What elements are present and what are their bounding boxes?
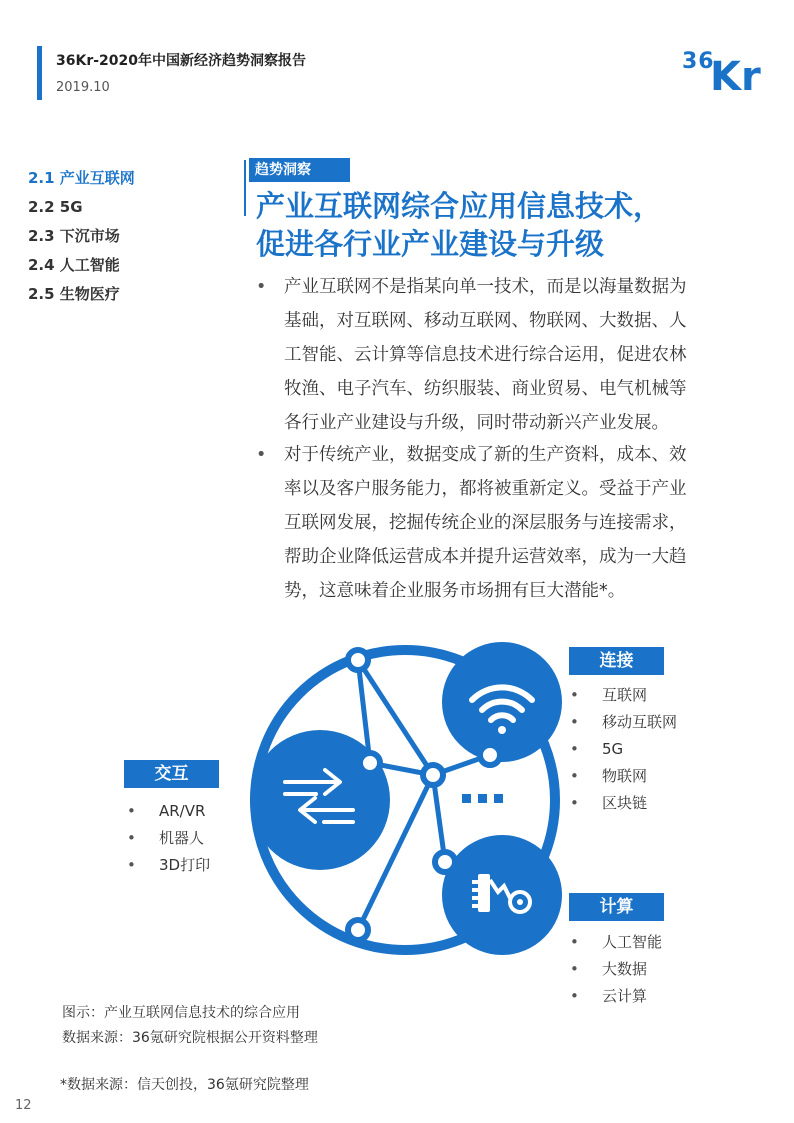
list-item: • 3D打印 <box>127 856 211 874</box>
nav-item-lower-tier-market[interactable]: 2.3 下沉市场 <box>28 227 120 245</box>
paragraph-line: 工智能、云计算等信息技术进行综合运用，促进农林 <box>284 345 687 365</box>
paragraph-line: 产业互联网不是指某向单一技术，而是以海量数据为 <box>284 277 687 297</box>
heading-line-1: 产业互联网综合应用信息技术， <box>256 189 663 223</box>
list-item: • 大数据 <box>570 960 648 978</box>
bullet-dot: • <box>256 277 267 297</box>
nav-item-biomedical[interactable]: 2.5 生物医疗 <box>28 285 120 303</box>
tag-accent-line <box>244 160 246 216</box>
paragraph-line: 互联网发展，挖掘传统企业的深层服务与连接需求， <box>284 513 687 533</box>
compute-list <box>570 929 662 1010</box>
list-item: • AR/VR <box>127 802 206 820</box>
header-accent-bar <box>37 46 42 100</box>
paragraph-line: 基础，对互联网、移动互联网、物联网、大数据、人 <box>284 311 687 331</box>
list-item: • 互联网 <box>570 686 648 704</box>
list-item: • 移动互联网 <box>570 713 678 731</box>
list-item: • 5G <box>570 740 624 758</box>
list-item: • 云计算 <box>570 987 648 1005</box>
data-source-caption: 数据来源：36氪研究院根据公开资料整理 <box>62 1030 318 1046</box>
section-nav <box>28 166 135 311</box>
section-heading <box>256 187 662 263</box>
list-item: • 机器人 <box>127 829 205 847</box>
svg-text:Kr: Kr <box>710 54 761 98</box>
paragraph-line: 率以及客户服务能力，都将被重新定义。受益于产业 <box>284 479 687 499</box>
list-item: • 区块链 <box>570 794 648 812</box>
interact-list <box>127 798 210 879</box>
svg-text:36: 36 <box>682 49 715 74</box>
interact-label: 交互 <box>124 760 219 788</box>
connect-label: 连接 <box>569 647 664 675</box>
bullet-dot: • <box>256 445 267 465</box>
bullet-paragraph <box>256 438 736 608</box>
nav-item-5g[interactable]: 2.2 5G <box>28 198 83 216</box>
paragraph-line: 势，这意味着企业服务市场拥有巨大潜能*。 <box>284 581 626 601</box>
list-item: • 物联网 <box>570 767 648 785</box>
page-number: 12 <box>15 1098 32 1113</box>
brand-logo <box>680 38 770 98</box>
paragraph-line: 各行业产业建设与升级，同时带动新兴产业发展。 <box>284 413 669 433</box>
connect-list <box>570 682 677 817</box>
report-date: 2019.10 <box>56 80 110 95</box>
list-item: • 人工智能 <box>570 933 663 951</box>
footnote: *数据来源：信天创投，36氪研究院整理 <box>60 1077 309 1093</box>
nav-item-industrial-internet[interactable]: 2.1 产业互联网 <box>28 169 135 187</box>
paragraph-line: 帮助企业降低运营成本并提升运营效率，成为一大趋 <box>284 547 687 567</box>
figure-caption: 图示：产业互联网信息技术的综合应用 <box>62 1005 300 1021</box>
compute-label: 计算 <box>569 893 664 921</box>
compute-circle <box>442 835 562 955</box>
bullet-paragraph <box>256 270 736 440</box>
report-title: 36Kr-2020年中国新经济趋势洞察报告 <box>56 53 307 69</box>
ellipsis-dots <box>462 794 503 803</box>
section-tag: 趋势洞察 <box>249 158 350 182</box>
heading-line-2: 促进各行业产业建设与升级 <box>256 227 605 261</box>
paragraph-line: 对于传统产业，数据变成了新的生产资料，成本、效 <box>284 445 687 465</box>
paragraph-line: 牧渔、电子汽车、纺织服装、商业贸易、电气机械等 <box>284 379 687 399</box>
tech-integration-diagram <box>240 630 580 970</box>
nav-item-ai[interactable]: 2.4 人工智能 <box>28 256 120 274</box>
